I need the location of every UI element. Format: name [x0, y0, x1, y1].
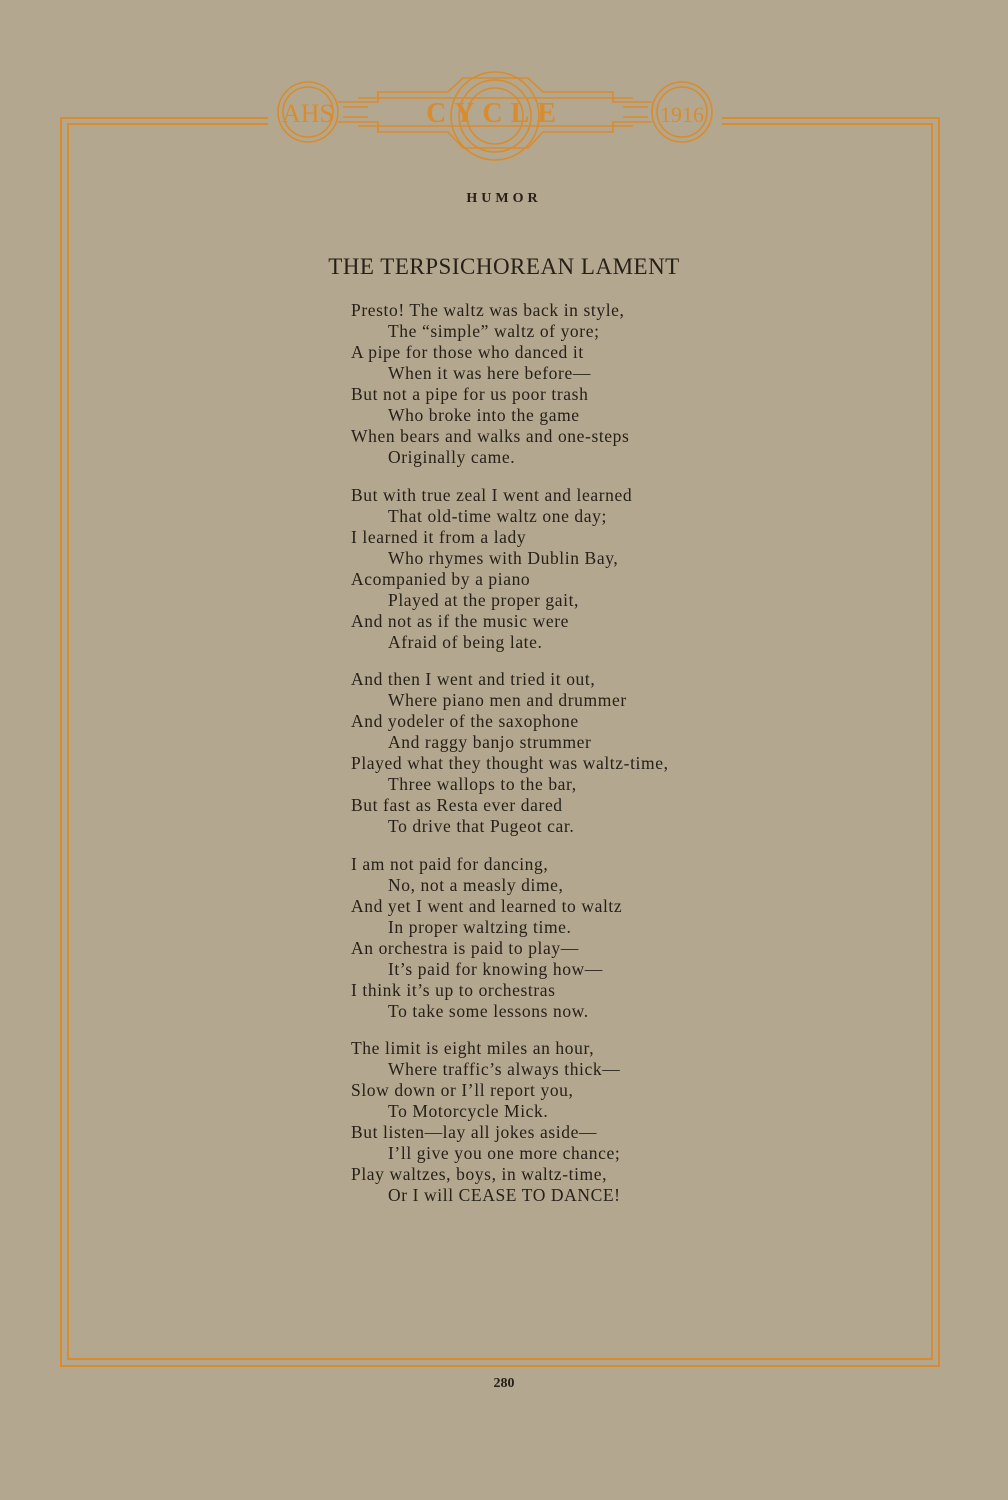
- poem-line: An orchestra is paid to play—: [351, 937, 579, 958]
- poem-title: THE TERPSICHOREAN LAMENT: [328, 254, 680, 279]
- poem-line: When it was here before—: [388, 363, 591, 383]
- poem-line: Who broke into the game: [388, 405, 580, 425]
- poem-line: Or I will CEASE TO DANCE!: [388, 1185, 621, 1205]
- poem-line: Who rhymes with Dublin Bay,: [388, 547, 619, 568]
- poem-line: It’s paid for knowing how—: [388, 958, 603, 979]
- poem-line: I think it’s up to orchestras: [351, 979, 556, 1000]
- poem-line: The “simple” waltz of yore;: [388, 321, 600, 341]
- page-number: 280: [493, 1376, 515, 1391]
- poem-line: I am not paid for dancing,: [351, 853, 549, 874]
- poem-line: Play waltzes, boys, in waltz-time,: [351, 1164, 608, 1184]
- poem-line: When bears and walks and one-steps: [351, 426, 630, 446]
- poem-line: In proper waltzing time.: [388, 916, 572, 937]
- stanza: [351, 485, 669, 653]
- poem-line: No, not a measly dime,: [388, 874, 564, 895]
- stanza: [351, 300, 669, 468]
- logo-year-text: 1916: [660, 102, 704, 127]
- poem-line: That old-time waltz one day;: [388, 505, 607, 526]
- poem-line: Where traffic’s always thick—: [388, 1059, 621, 1079]
- stanza: [351, 669, 669, 837]
- poem-line: But fast as Resta ever dared: [351, 795, 563, 815]
- section-heading: HUMOR: [466, 191, 542, 206]
- poem-line: But not a pipe for us poor trash: [351, 384, 589, 404]
- poem-line: But listen—lay all jokes aside—: [351, 1122, 598, 1142]
- poem-line: Originally came.: [388, 447, 516, 467]
- poem-line: To drive that Pugeot car.: [388, 816, 575, 836]
- poem-line: And raggy banjo strummer: [388, 732, 592, 752]
- poem-line: Acompanied by a piano: [351, 568, 531, 589]
- poem-line: I’ll give you one more chance;: [388, 1143, 621, 1163]
- stanza: [351, 854, 669, 1022]
- logo-ahs-text: AHS: [281, 99, 335, 128]
- poem-line: Afraid of being late.: [388, 631, 543, 652]
- poem-line: The limit is eight miles an hour,: [351, 1038, 595, 1058]
- poem-line: A pipe for those who danced it: [351, 342, 584, 362]
- poem-line: Played at the proper gait,: [388, 589, 580, 610]
- stanza: [351, 1038, 669, 1206]
- poem-line: And not as if the music were: [351, 610, 569, 631]
- poem-line: But with true zeal I went and learned: [351, 484, 633, 505]
- poem-line: I learned it from a lady: [351, 526, 527, 547]
- cycle-1916-logo: [268, 60, 722, 172]
- poem-line: Slow down or I’ll report you,: [351, 1080, 574, 1100]
- poem-line: And then I went and tried it out,: [351, 669, 596, 689]
- poem-line: And yet I went and learned to waltz: [351, 895, 623, 916]
- poem-line: Presto! The waltz was back in style,: [351, 300, 625, 320]
- poem-line: To take some lessons now.: [388, 1000, 589, 1021]
- poem-body: [351, 300, 669, 1223]
- poem-line: To Motorcycle Mick.: [388, 1101, 549, 1121]
- poem-line: Three wallops to the bar,: [388, 774, 577, 794]
- logo-cycle-text: CYCLE: [425, 98, 565, 129]
- poem-line: Where piano men and drummer: [388, 690, 627, 710]
- poem-line: Played what they thought was waltz-time,: [351, 753, 669, 773]
- poem-line: And yodeler of the saxophone: [351, 711, 579, 731]
